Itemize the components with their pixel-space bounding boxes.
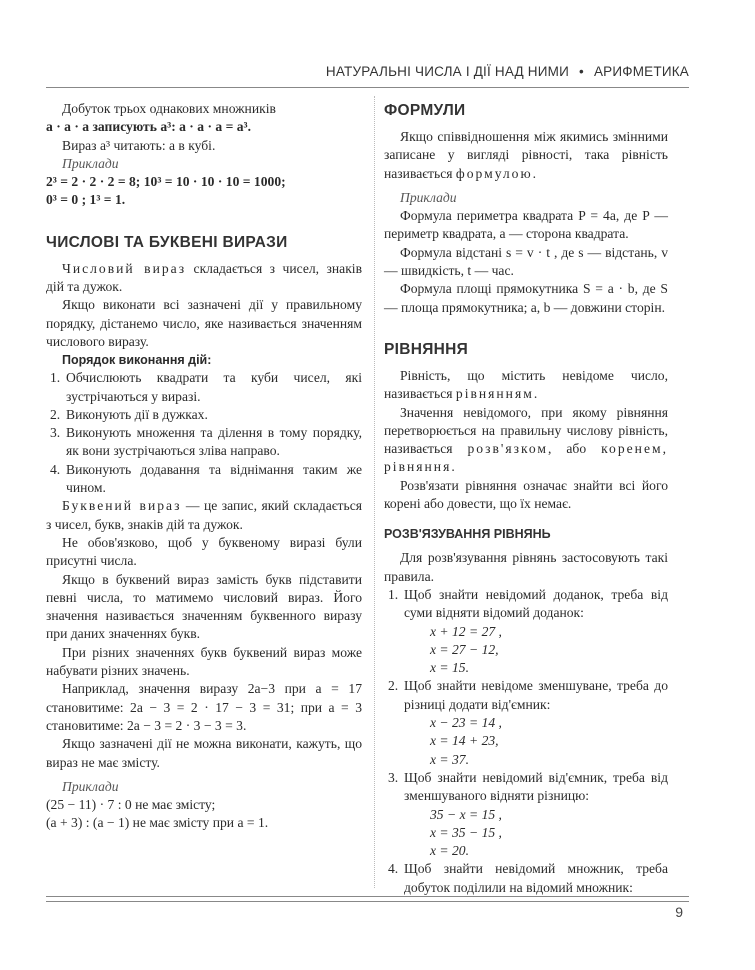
term-solution: розв'язком [467, 441, 548, 457]
rule-steps: x − 23 = 14 , x = 14 + 23, x = 37. [430, 715, 502, 767]
rule-item: 4. Щоб знайти невідомий множник, треба добуток поділили на відомий множник: [388, 861, 668, 895]
order-item: 1. Обчислюють квадрати та куби чисел, які зустрічаються у виразі. [50, 370, 362, 404]
order-item: 2. Виконують дії в дужках. [50, 406, 208, 422]
numeric-expression-definition: Числовий вираз складається з чисел, знаків дій та дужок. [46, 260, 362, 295]
term-formula: формулою [455, 165, 533, 181]
rule-item: 1. Щоб знайти невідомий доданок, треба від суми відняти відомий доданок: x + 12 = 27 , x = 27 − 12, x = 15. [384, 586, 668, 677]
formula-definition: Якщо співвідношення між якимись змінними записане у вигляді рівності, така рівність називається формулою. [384, 129, 668, 181]
examples-label: Приклади [62, 155, 119, 171]
left-column [46, 100, 362, 833]
term-root: коренем, рівняння [384, 441, 668, 475]
example-powers-2: 0³ = 0 ; 1³ = 1. [46, 192, 126, 208]
example-no-meaning-2: (a + 3) : (a − 1) не має змісту при a = 1. [46, 815, 269, 831]
paragraph-different-values: При різних значеннях букв буквений вираз може набувати різних значень. [46, 644, 362, 679]
header-separator: • [579, 64, 584, 79]
expression-value-paragraph: Якщо виконати всі зазначені дії у правильному порядку, дістанемо число, яке називається значенням числового виразу. [46, 297, 362, 349]
letter-expression-definition: Буквений вираз — це запис, який складається з чисел, букв, знаків дій та дужок. [46, 498, 362, 532]
example-no-meaning-1: (25 − 11) · 7 : 0 не має змісту; [46, 797, 216, 813]
solve-definition: Розв'язати рівняння означає знайти всі його корені або довести, що їх немає. [384, 477, 668, 512]
paragraph-numbers-optional: Не обов'язково, щоб у буквеному виразі були присутні числа. [46, 534, 362, 569]
order-heading: Порядок виконання дій: [62, 353, 212, 368]
rule-steps: x + 12 = 27 , x = 27 − 12, x = 15. [430, 623, 502, 676]
term-numeric-expression: Числовий вираз [62, 260, 187, 276]
paragraph-substitution: Якщо в буквений вираз замість букв підставити певні числа, то матимемо числовий вираз. Його значення називається значенням буквенного виразу при даних значеннях букв. [46, 571, 362, 642]
rule-steps: 35 − x = 15 , x = 35 − 15 , x = 20. [430, 806, 502, 859]
example-powers-1: 2³ = 2 · 2 · 2 = 8; 10³ = 10 · 10 · 10 = 1000; [46, 174, 286, 190]
paragraph-example-values: Наприклад, значення виразу 2a−3 при a = 17 становитиме: 2a − 3 = 2 · 17 − 3 = 31; при a = 3 становитиме: 2a − 3 = 2 · 3 − 3 = 3. [46, 681, 362, 733]
order-item: 3. Виконують множення та ділення в тому порядку, як вони зустрічаються зліва направо. [50, 425, 362, 459]
term-equation: рівнянням [455, 386, 534, 402]
order-list [46, 369, 362, 497]
examples-label-2: Приклади [62, 778, 119, 794]
intro-line-2: a · a · a записують a³: a · a · a = a³. [46, 119, 251, 135]
rules-list [384, 586, 668, 897]
header-subject: АРИФМЕТИКА [593, 64, 689, 79]
rule-item: 2. Щоб знайти невідоме зменшуване, треба до різниці додати від'ємник: x − 23 = 14 , x = 14 + 23, x = 37. [384, 677, 668, 768]
header-section: НАТУРАЛЬНІ ЧИСЛА І ДІЇ НАД НИМИ [325, 64, 570, 79]
formula-example-perimeter: Формула периметра квадрата P = 4a, де P — периметр квадрата, a — сторона квадрата. [384, 208, 668, 242]
section-heading-expressions: ЧИСЛОВІ ТА БУКВЕНІ ВИРАЗИ [46, 233, 288, 251]
equation-definition: Рівність, що містить невідоме число, називається рівнянням. [384, 367, 668, 402]
column-separator [374, 96, 375, 888]
running-header [46, 64, 689, 86]
section-heading-solving: РОЗВ'ЯЗУВАННЯ РІВНЯНЬ [384, 527, 551, 542]
section-heading-formulas: ФОРМУЛИ [384, 102, 466, 119]
formula-example-area: Формула площі прямокутника S = a · b, де S — площа прямокутника; a, b — довжини сторін. [384, 281, 668, 315]
rules-intro: Для розв'язування рівнянь застосовують такі правила. [384, 550, 668, 584]
intro-line-1: Добуток трьох однакових множників [62, 101, 276, 116]
page-number: 9 [675, 904, 683, 920]
formula-example-distance: Формула відстані s = v · t , де s — відстань, v — швидкість, t — час. [384, 244, 668, 279]
right-column [384, 100, 668, 897]
formula-examples-label: Приклади [400, 189, 457, 205]
footer-rule [46, 896, 689, 902]
section-heading-equations: РІВНЯННЯ [384, 340, 469, 358]
root-definition: Значення невідомого, при якому рівняння перетворюється на правильну числову рівність, називається розв'язком, або коренем, рівняння. [384, 404, 668, 475]
header-rule [46, 87, 689, 88]
term-letter-expression: Буквений вираз [62, 498, 182, 514]
order-item: 4. Виконують додавання та віднімання таким же чином. [50, 461, 362, 496]
intro-line-3: Вираз a³ читають: a в кубі. [62, 137, 216, 153]
paragraph-no-meaning: Якщо зазначені дії не можна виконати, кажуть, що вираз не має змісту. [46, 736, 362, 770]
rule-item: 3. Щоб знайти невідомий від'ємник, треба від зменшуваного відняти різницю: 35 − x = 15 , x = 35 − 15 , x = 20. [384, 769, 668, 860]
